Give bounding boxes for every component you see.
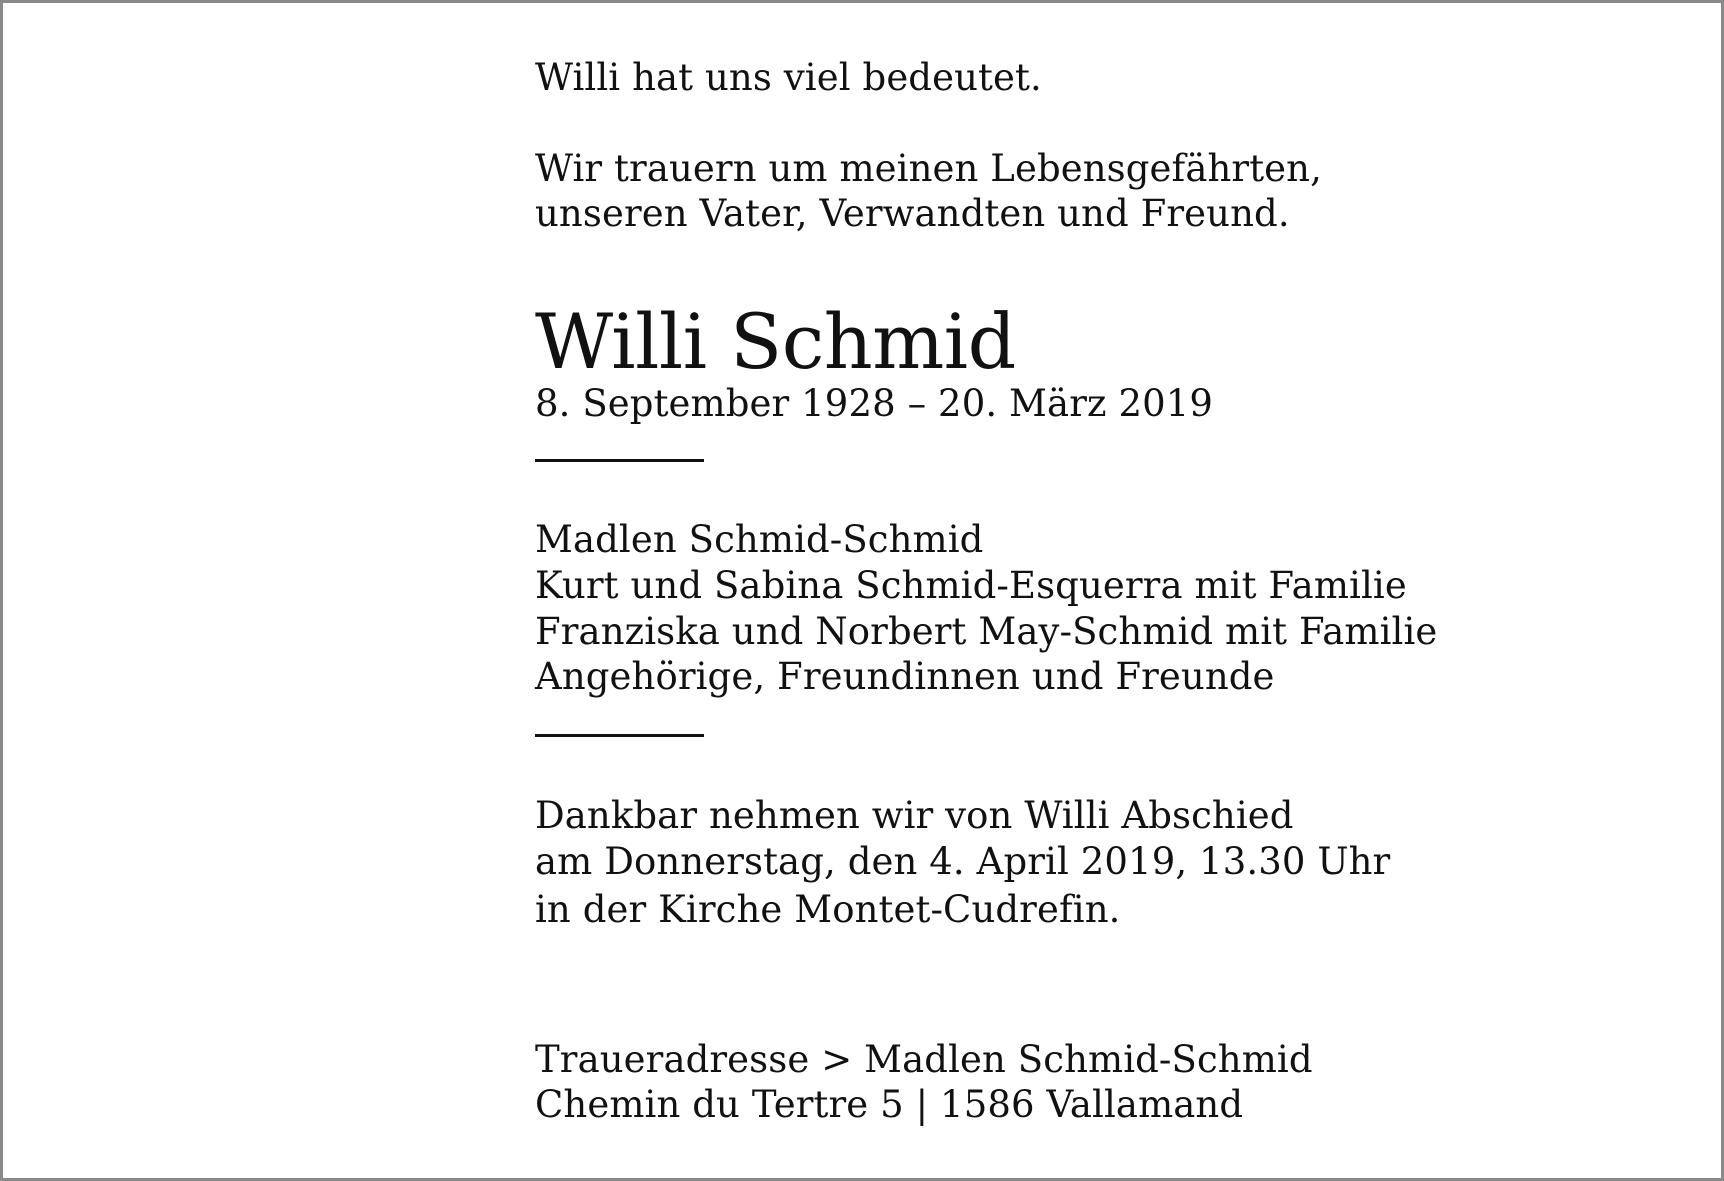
address-line: Chemin du Tertre 5 | 1586 Vallamand: [535, 1083, 1244, 1126]
intro-line: Wir trauern um meinen Lebensgefährten,: [535, 147, 1322, 190]
mourner-line: Madlen Schmid-Schmid: [535, 518, 984, 561]
life-dates: 8. September 1928 – 20. März 2019: [535, 382, 1214, 425]
service-line: Dankbar nehmen wir von Willi Abschied: [535, 794, 1294, 837]
address-line: Traueradresse > Madlen Schmid-Schmid: [535, 1038, 1313, 1081]
mourner-line: Franziska und Norbert May-Schmid mit Familie: [535, 610, 1438, 653]
deceased-name: Willi Schmid: [535, 297, 1016, 386]
intro-line: Willi hat uns viel bedeutet.: [535, 56, 1042, 99]
mourner-line: Angehörige, Freundinnen und Freunde: [535, 655, 1275, 698]
divider: [535, 459, 704, 462]
intro-line: unseren Vater, Verwandten und Freund.: [535, 192, 1290, 235]
divider: [535, 734, 704, 737]
service-line: in der Kirche Montet-Cudrefin.: [535, 888, 1121, 931]
mourner-line: Kurt und Sabina Schmid-Esquerra mit Familie: [535, 564, 1407, 607]
service-line: am Donnerstag, den 4. April 2019, 13.30 Uhr: [535, 840, 1391, 883]
